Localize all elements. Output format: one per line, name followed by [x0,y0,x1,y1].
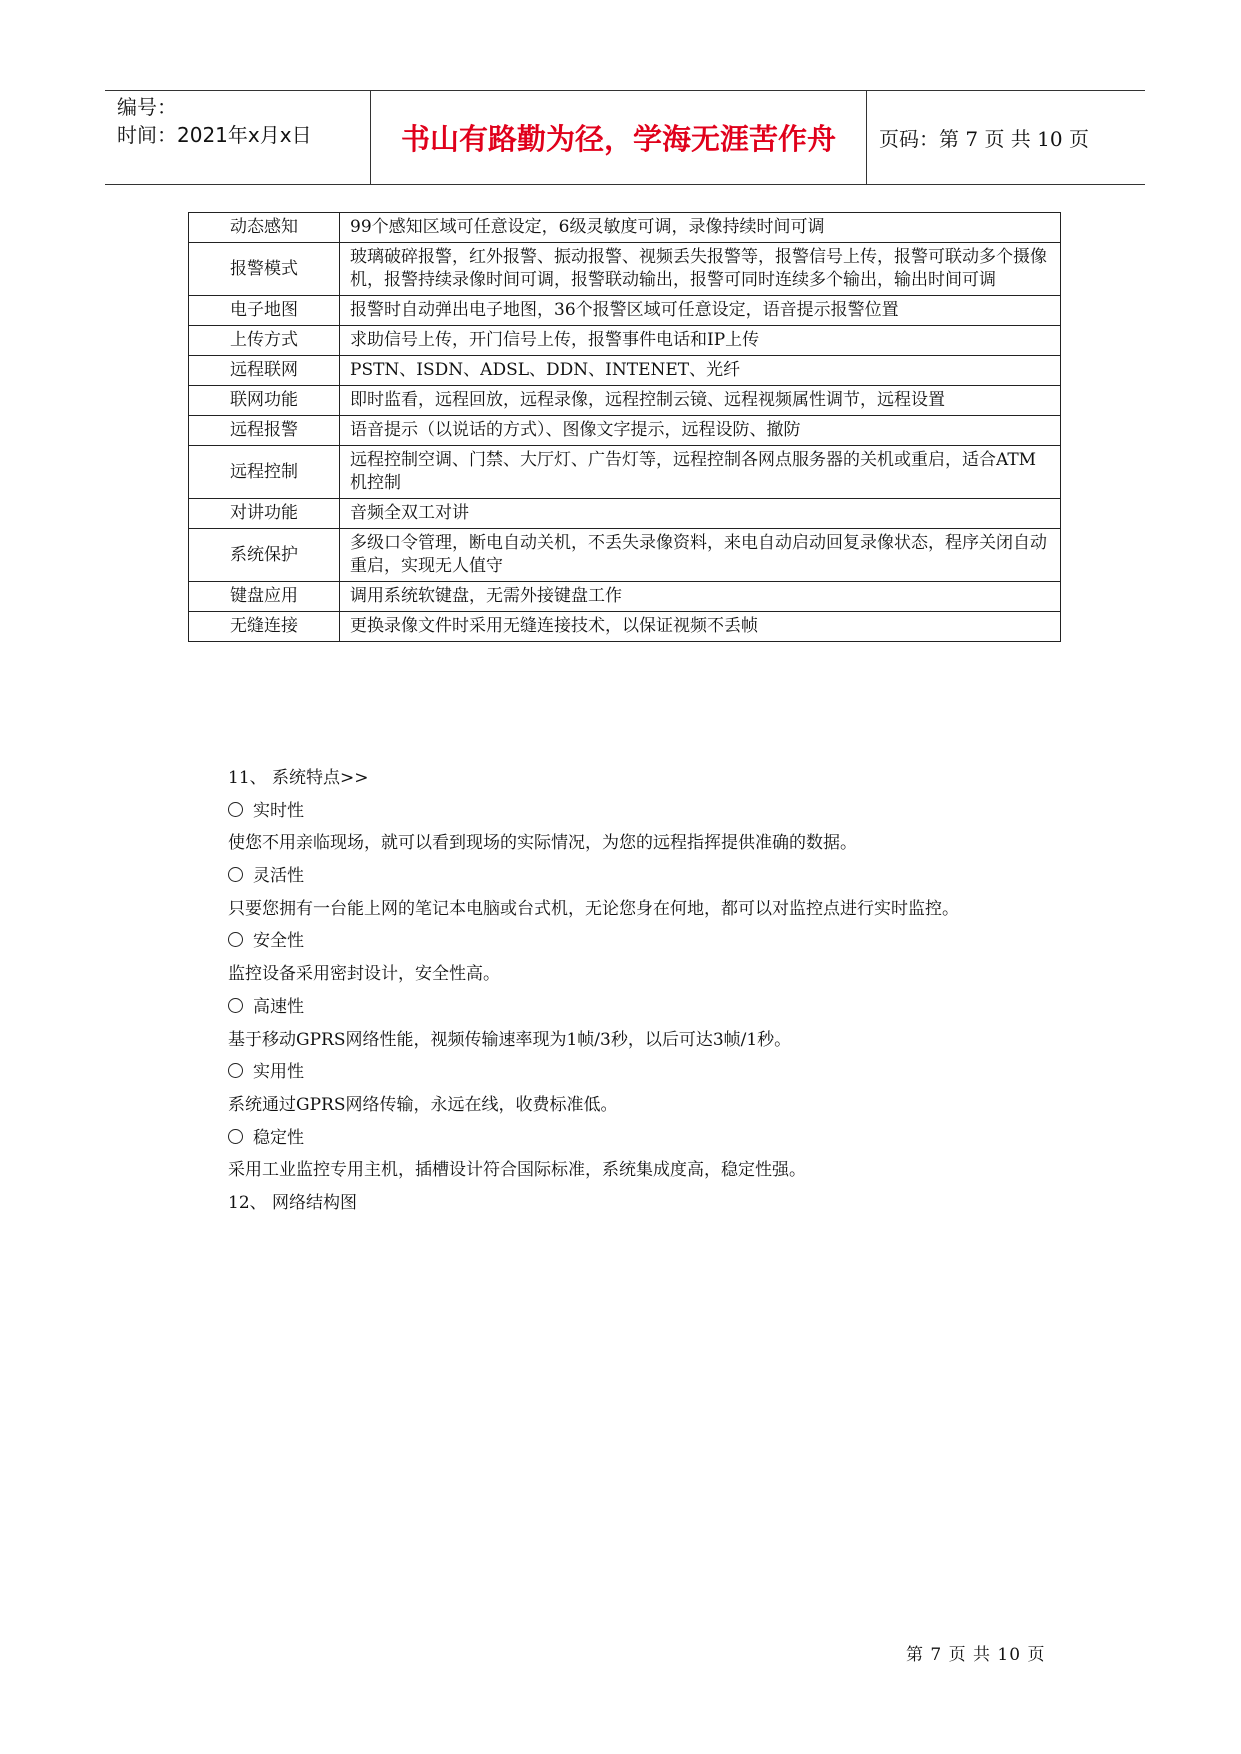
spec-value: 多级口令管理，断电自动关机，不丢失录像资料，来电自动启动回复录像状态，程序关闭自动重启，实现无人值守 [340,529,1061,582]
spec-key: 对讲功能 [189,499,340,529]
table-row [189,499,1061,529]
spec-key: 远程报警 [189,416,340,446]
feature-title-line [228,1122,1108,1155]
feature-title-line [228,925,1108,958]
spec-key: 报警模式 [189,243,340,296]
table-row [189,296,1061,326]
spec-value: 报警时自动弹出电子地图，36个报警区域可任意设定，语音提示报警位置 [340,296,1061,326]
feature-desc: 监控设备采用密封设计，安全性高。 [228,964,500,985]
spec-value: 求助信号上传，开门信号上传，报警事件电话和IP上传 [340,326,1061,356]
spec-table [188,212,1061,642]
feature-title: 实时性 [253,800,304,821]
table-row [189,612,1061,642]
feature-desc: 基于移动GPRS网络性能，视频传输速率现为1帧/3秒，以后可达3帧/1秒。 [228,1029,792,1050]
spec-value: 玻璃破碎报警，红外报警、振动报警、视频丢失报警等，报警信号上传，报警可联动多个摄像机，报警持续录像时间可调，报警联动输出，报警可同时连续多个输出，输出时间可调 [340,243,1061,296]
table-row [189,243,1061,296]
features-heading: 11、 系统特点>> [228,768,369,788]
spec-key: 动态感知 [189,213,340,243]
spec-value: 远程控制空调、门禁、大厅灯、广告灯等，远程控制各网点服务器的关机或重启，适合ATM机控制 [340,446,1061,499]
feature-title: 稳定性 [253,1127,304,1148]
spec-key: 远程控制 [189,446,340,499]
spec-key: 电子地图 [189,296,340,326]
header-motto: 书山有路勤为径，学海无涯苦作舟 [370,91,867,184]
feature-title: 安全性 [253,931,304,952]
feature-title: 高速性 [253,996,304,1017]
circle-bullet-icon [228,802,243,817]
circle-bullet-icon [228,1063,243,1078]
network-heading: 12、 网络结构图 [228,1192,358,1213]
feature-desc: 使您不用亲临现场，就可以看到现场的实际情况，为您的远程指挥提供准确的数据。 [228,833,857,854]
spec-key: 无缝连接 [189,612,340,642]
doc-time-label: 时间：2021年x月x日 [117,123,312,147]
feature-title: 灵活性 [253,866,304,887]
spec-value: 音频全双工对讲 [340,499,1061,529]
feature-desc: 采用工业监控专用主机，插槽设计符合国际标准，系统集成度高，稳定性强。 [228,1160,806,1181]
spec-key: 键盘应用 [189,582,340,612]
page-header [105,90,1145,185]
spec-key: 远程联网 [189,356,340,386]
spec-value: 语音提示（以说话的方式）、图像文字提示，远程设防、撤防 [340,416,1061,446]
circle-bullet-icon [228,867,243,882]
spec-key: 系统保护 [189,529,340,582]
header-left [117,91,372,186]
spec-value: 即时监看，远程回放，远程录像，远程控制云镜、远程视频属性调节，远程设置 [340,386,1061,416]
doc-number-label: 编号： [117,95,177,119]
circle-bullet-icon [228,932,243,947]
feature-desc: 系统通过GPRS网络传输，永远在线，收费标准低。 [228,1094,618,1115]
table-row [189,529,1061,582]
feature-title-line [228,860,1108,893]
table-row [189,582,1061,612]
spec-key: 上传方式 [189,326,340,356]
features-section [228,762,1108,1220]
table-row [189,386,1061,416]
circle-bullet-icon [228,998,243,1013]
page-footer: 第 7 页 共 10 页 [906,1645,1046,1665]
table-row [189,416,1061,446]
table-row [189,446,1061,499]
feature-desc: 只要您拥有一台能上网的笔记本电脑或台式机，无论您身在何地，都可以对监控点进行实时监控。 [228,898,959,919]
spec-value: 调用系统软键盘，无需外接键盘工作 [340,582,1061,612]
feature-title: 实用性 [253,1062,304,1083]
table-row [189,356,1061,386]
spec-value: PSTN、ISDN、ADSL、DDN、INTENET、光纤 [340,356,1061,386]
table-row [189,213,1061,243]
feature-title-line [228,1056,1108,1089]
header-page-info: 页码：第 7 页 共 10 页 [879,127,1089,151]
spec-value: 更换录像文件时采用无缝连接技术，以保证视频不丢帧 [340,612,1061,642]
feature-title-line [228,991,1108,1024]
spec-key: 联网功能 [189,386,340,416]
table-row [189,326,1061,356]
feature-title-line [228,795,1108,828]
spec-value: 99个感知区域可任意设定，6级灵敏度可调，录像持续时间可调 [340,213,1061,243]
circle-bullet-icon [228,1129,243,1144]
